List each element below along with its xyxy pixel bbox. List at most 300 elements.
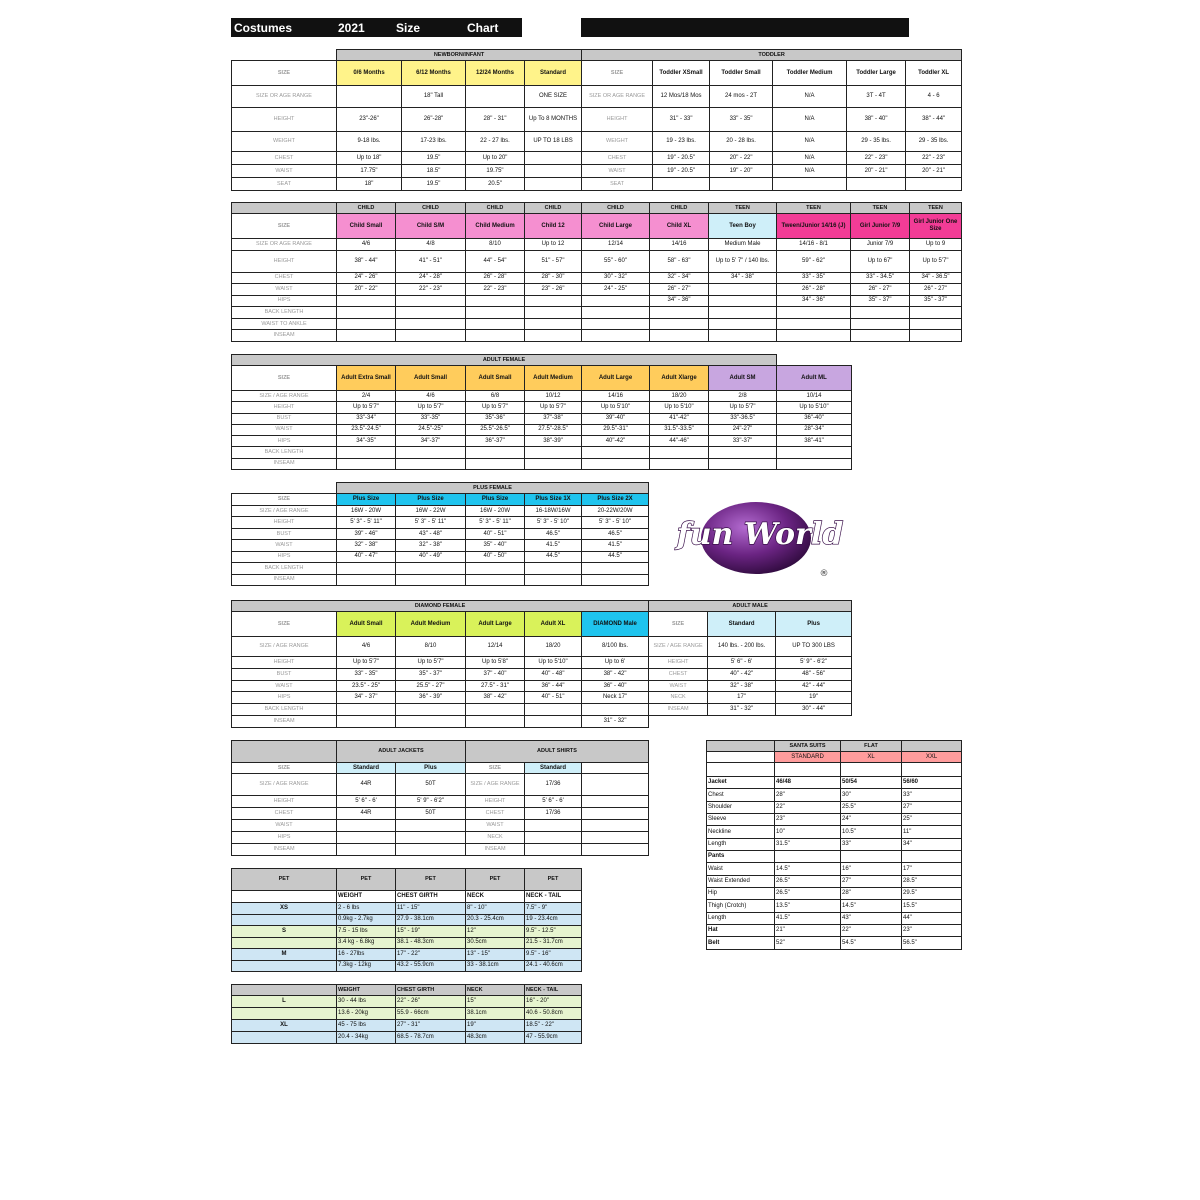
table-cell: 20.4 - 34kg [337, 1032, 396, 1044]
table-cell [337, 832, 396, 844]
table-row [707, 888, 962, 900]
table-cell: Plus [776, 612, 852, 637]
section-header: DIAMOND FEMALE [232, 601, 649, 612]
table-cell: 20" - 22" [710, 152, 773, 165]
table-cell: 28" [841, 888, 902, 900]
table-cell: 33"-34" [337, 413, 396, 424]
table-cell: Standard [525, 61, 582, 86]
table-cell: INSEAM [232, 330, 337, 342]
table-cell: 47 - 55.9cm [525, 1032, 582, 1044]
table-row [232, 612, 852, 637]
table-cell: SIZE / AGE RANGE [232, 637, 337, 657]
table-cell [582, 307, 650, 319]
table-cell: SIZE [232, 612, 337, 637]
table-cell: Adult Extra Small [337, 366, 396, 391]
table-cell: 44"-46" [650, 436, 709, 447]
table-cell [910, 318, 962, 330]
table-cell: 39"-40" [582, 413, 650, 424]
title-word-size: Size [396, 21, 421, 35]
table-cell: Up to 5'7" [337, 657, 396, 669]
table-cell: 24" - 26" [337, 272, 396, 284]
table-cell: 29.5"-31" [582, 424, 650, 435]
table-cell [777, 447, 852, 458]
table-cell: 16 - 27lbs [337, 949, 396, 961]
table-cell: 28" - 30" [525, 272, 582, 284]
table-cell: 28"-34" [777, 424, 852, 435]
table-cell: CHEST [582, 152, 653, 165]
table-cell: XL [841, 752, 902, 763]
table-cell: 38" - 40" [847, 108, 906, 132]
table-cell [396, 318, 466, 330]
table-cell: Up to 5'10" [525, 657, 582, 669]
title-bar-right [581, 18, 909, 37]
table-cell [582, 808, 649, 820]
table-cell: Toddler XSmall [653, 61, 710, 86]
table-cell: 21.5 - 31.7cm [525, 937, 582, 949]
table-cell: 5' 6" - 6' [525, 796, 582, 808]
table-cell [232, 483, 337, 494]
table-cell: 30" [841, 789, 902, 801]
table-cell: 46/48 [775, 777, 841, 789]
table-cell: 59" - 62" [777, 250, 851, 272]
table-cell: 9.5" - 16" [525, 949, 582, 961]
table-cell: HIPS [232, 551, 337, 562]
table-cell: 15" [466, 996, 525, 1008]
table-cell: 25" [902, 814, 962, 826]
table-cell [709, 307, 777, 319]
table-cell: HEIGHT [649, 657, 708, 669]
table-cell: 22" [841, 925, 902, 937]
table-cell: UP TO 18 LBS [525, 132, 582, 152]
table-cell: M [232, 949, 337, 961]
table-cell: 37" - 40" [466, 668, 525, 680]
table-row [232, 330, 962, 342]
table-header-row [707, 741, 962, 752]
table-row [232, 528, 649, 539]
table-cell: 33" - 35" [777, 272, 851, 284]
table-cell: Hat [707, 925, 775, 937]
table-cell: TEEN [709, 203, 777, 214]
table-cell: 12 Mos/18 Mos [653, 86, 710, 108]
table-cell: Tween/Junior 14/16 (J) [777, 214, 851, 239]
table-cell: WAIST [466, 820, 525, 832]
table-cell: Pants [707, 851, 775, 863]
table-row [707, 863, 962, 875]
table-cell [232, 50, 337, 61]
table-cell: 12/14 [466, 637, 525, 657]
table-cell [841, 763, 902, 777]
table-cell: SIZE / AGE RANGE [232, 391, 337, 402]
table-cell [709, 284, 777, 296]
table-cell [525, 832, 582, 844]
table-row [707, 851, 962, 863]
table-cell [337, 574, 396, 585]
table-cell [709, 318, 777, 330]
table-cell: 34" - 36" [777, 295, 851, 307]
table-cell: 29 - 35 lbs. [906, 132, 962, 152]
table-cell: 14.5" [775, 863, 841, 875]
table-cell: Hip [707, 888, 775, 900]
table-row [232, 914, 582, 926]
table-cell: 20" - 22" [337, 284, 396, 296]
table-cell: 30 - 44 lbs [337, 996, 396, 1008]
table-row [232, 949, 582, 961]
table-cell [906, 178, 962, 191]
table-cell: BACK LENGTH [232, 447, 337, 458]
table-cell: 54.5" [841, 937, 902, 950]
table-cell: 26.5" [775, 888, 841, 900]
table-row [232, 1020, 582, 1032]
table-cell [775, 851, 841, 863]
table-cell: PET [337, 869, 396, 891]
section-header: TODDLER [582, 50, 962, 61]
table-cell: 20.3 - 25.4cm [466, 914, 525, 926]
table-cell: 41" - 51" [396, 250, 466, 272]
table-cell: 68.5 - 78.7cm [396, 1032, 466, 1044]
table-cell: Standard [708, 612, 776, 637]
table-cell: CHEST [232, 808, 337, 820]
table-cell [525, 330, 582, 342]
table-cell: Plus Size [337, 494, 396, 506]
table-cell: 44.5" [525, 551, 582, 562]
table-cell: CHEST GIRTH [396, 891, 466, 903]
table-cell: HEIGHT [582, 108, 653, 132]
table-row [232, 574, 649, 585]
table-cell: 44" [902, 912, 962, 924]
table-cell: Adult Large [466, 612, 525, 637]
table-cell: 35" - 37" [910, 295, 962, 307]
table-cell [777, 330, 851, 342]
table-cell: 17" - 22" [396, 949, 466, 961]
table-row [232, 506, 649, 517]
table-row [707, 789, 962, 801]
table-cell [851, 318, 910, 330]
section-header: PLUS FEMALE [337, 483, 649, 494]
table-cell: Adult Medium [525, 366, 582, 391]
table-cell: HEIGHT [232, 250, 337, 272]
table-cell: 18" [337, 178, 402, 191]
table-row [232, 250, 962, 272]
table-cell [582, 563, 649, 574]
table-row [232, 447, 852, 458]
table-cell: 35" - 37" [396, 668, 466, 680]
table-row [232, 796, 649, 808]
table-cell: Plus Size [466, 494, 525, 506]
table-cell: 32" - 34" [650, 272, 709, 284]
table-cell: 24"-27" [709, 424, 777, 435]
table-cell: Adult SM [709, 366, 777, 391]
table-row [232, 1008, 582, 1020]
table-cell: INSEAM [649, 704, 708, 716]
table-cell: 14/16 [582, 391, 650, 402]
table-cell: 21" [775, 925, 841, 937]
table-row [707, 900, 962, 912]
table-cell [466, 318, 525, 330]
table-row [232, 424, 852, 435]
table-cell: L [232, 996, 337, 1008]
table-cell: CHILD [337, 203, 396, 214]
table-cell: 36" - 40" [582, 680, 649, 692]
table-cell: 48" - 56" [776, 668, 852, 680]
table-row [232, 960, 582, 972]
table-cell: TEEN [851, 203, 910, 214]
table-cell [650, 458, 709, 469]
table-cell: Plus Size 1X [525, 494, 582, 506]
table-cell [337, 447, 396, 458]
table-cell [582, 295, 650, 307]
table-cell: 36"-40" [777, 413, 852, 424]
table-cell: 34" - 37" [337, 692, 396, 704]
table-cell: Up to 18" [337, 152, 402, 165]
table-cell: 36" - 44" [525, 680, 582, 692]
table-cell: 17/36 [525, 808, 582, 820]
table-cell: 32" - 38" [396, 540, 466, 551]
section-header: ADULT JACKETS [337, 741, 466, 763]
table-cell: Adult Medium [396, 612, 466, 637]
table-header-row [232, 601, 852, 612]
table-cell: 25.5"-26.5" [466, 424, 525, 435]
table-cell: 40" - 50" [466, 551, 525, 562]
table-cell: 4/8 [396, 239, 466, 251]
table-cell: Toddler XL [906, 61, 962, 86]
table-row [707, 801, 962, 813]
table-cell [525, 716, 582, 728]
table-cell: Up to 6' [582, 657, 649, 669]
table-cell: 16-18W/16W [525, 506, 582, 517]
table-cell [582, 574, 649, 585]
table-cell: 26" - 28" [466, 272, 525, 284]
table-cell: 25.5" [841, 801, 902, 813]
table-cell: INSEAM [232, 716, 337, 728]
table-cell: Up to 5'7" [910, 250, 962, 272]
table-cell [337, 330, 396, 342]
table-cell: 44" - 54" [466, 250, 525, 272]
table-cell: 3T - 4T [847, 86, 906, 108]
table-cell [776, 716, 852, 728]
pet-size-table [231, 868, 582, 972]
table-row [232, 657, 852, 669]
table-cell [525, 318, 582, 330]
table-cell [582, 447, 650, 458]
table-row [232, 214, 962, 239]
table-row [232, 704, 852, 716]
table-cell: Shoulder [707, 801, 775, 813]
table-cell [582, 763, 649, 774]
table-row [232, 820, 649, 832]
table-cell: WAIST [232, 165, 337, 178]
table-row [232, 413, 852, 424]
table-cell: N/A [773, 165, 847, 178]
table-cell [232, 937, 337, 949]
table-cell: INSEAM [466, 844, 525, 856]
table-cell: HIPS [232, 832, 337, 844]
table-cell [466, 307, 525, 319]
table-cell: 140 lbs. - 200 lbs. [708, 637, 776, 657]
table-cell: 36" - 39" [396, 692, 466, 704]
table-cell: 55" - 60" [582, 250, 650, 272]
table-cell [707, 741, 775, 752]
table-cell: CHEST [232, 152, 337, 165]
table-cell [708, 716, 776, 728]
table-cell [582, 458, 650, 469]
table-cell: 58" - 63" [650, 250, 709, 272]
table-row [232, 937, 582, 949]
table-cell [396, 458, 466, 469]
table-row [232, 165, 962, 178]
table-row [707, 814, 962, 826]
table-row [232, 152, 962, 165]
table-cell: SIZE [649, 612, 708, 637]
table-cell: SIZE [232, 494, 337, 506]
table-cell [396, 716, 466, 728]
table-cell: 50T [396, 808, 466, 820]
table-row [232, 366, 852, 391]
table-cell: SEAT [232, 178, 337, 191]
table-cell: 11" - 15" [396, 903, 466, 915]
table-cell: 16W - 20W [466, 506, 525, 517]
table-cell [337, 307, 396, 319]
table-cell: CHEST [466, 808, 525, 820]
table-cell [777, 458, 852, 469]
table-cell [707, 763, 775, 777]
table-cell: 11" [902, 826, 962, 838]
table-cell: WEIGHT [337, 985, 396, 996]
table-cell: 5' 3" - 5' 11" [466, 517, 525, 528]
table-cell: BUST [232, 528, 337, 539]
table-cell: 34" - 38" [709, 272, 777, 284]
table-cell: 18/20 [525, 637, 582, 657]
table-row [707, 826, 962, 838]
table-cell: 35" - 40" [466, 540, 525, 551]
table-cell: 27" [841, 875, 902, 887]
table-cell: 12/24 Months [466, 61, 525, 86]
table-cell: 15" - 19" [396, 926, 466, 938]
table-cell [582, 704, 649, 716]
table-cell: 17" [902, 863, 962, 875]
table-cell: 41"-42" [650, 413, 709, 424]
table-row [707, 838, 962, 850]
table-cell: Adult ML [777, 366, 852, 391]
table-cell [902, 851, 962, 863]
table-cell: 22" - 23" [466, 284, 525, 296]
table-header-row [232, 869, 582, 891]
table-header-row [232, 483, 649, 494]
table-cell [777, 318, 851, 330]
table-cell: 27.9 - 38.1cm [396, 914, 466, 926]
table-cell: Adult Small [337, 612, 396, 637]
table-cell: 34" - 36" [650, 295, 709, 307]
table-cell: NECK - TAIL [525, 891, 582, 903]
table-cell: 16W - 22W [396, 506, 466, 517]
table-cell: Up to 12 [525, 239, 582, 251]
table-cell [709, 295, 777, 307]
table-cell [466, 295, 525, 307]
santa-suits-table [706, 740, 962, 950]
table-cell: 20" - 21" [847, 165, 906, 178]
table-cell [396, 330, 466, 342]
table-cell: 25.5" - 27" [396, 680, 466, 692]
table-row [232, 996, 582, 1008]
table-cell: 33" - 35" [337, 668, 396, 680]
table-cell: TEEN [910, 203, 962, 214]
table-cell: Jacket [707, 777, 775, 789]
table-cell [466, 458, 525, 469]
table-cell: Adult Small [466, 366, 525, 391]
table-cell [910, 330, 962, 342]
table-cell: 46.5" [582, 528, 649, 539]
table-cell [232, 985, 337, 996]
table-cell: 34"-37" [396, 436, 466, 447]
table-cell: 2/4 [337, 391, 396, 402]
table-row [232, 692, 852, 704]
table-cell: Up to 5'8" [466, 657, 525, 669]
table-cell: 30" - 32" [582, 272, 650, 284]
table-cell: HEIGHT [232, 108, 337, 132]
table-row [232, 540, 649, 551]
plus-female-table [231, 482, 649, 586]
table-cell: 50T [396, 774, 466, 796]
table-cell: Waist [707, 863, 775, 875]
table-cell: 14.5" [841, 900, 902, 912]
table-cell: Child S/M [396, 214, 466, 239]
table-cell: 38.1cm [466, 1008, 525, 1020]
table-cell: SIZE / AGE RANGE [649, 637, 708, 657]
table-cell: 19 - 23.4cm [525, 914, 582, 926]
table-row [232, 517, 649, 528]
table-cell: N/A [773, 132, 847, 152]
table-cell: NECK [466, 891, 525, 903]
table-cell: 2/8 [709, 391, 777, 402]
table-cell: Adult Large [582, 366, 650, 391]
table-row [232, 563, 649, 574]
table-cell: 23.5"-24.5" [337, 424, 396, 435]
table-cell [232, 203, 337, 214]
table-cell [232, 741, 337, 763]
table-cell [847, 178, 906, 191]
table-cell: 31.5"-33.5" [650, 424, 709, 435]
table-row [232, 108, 962, 132]
table-cell: 6/12 Months [402, 61, 466, 86]
table-row [232, 307, 962, 319]
table-cell: SIZE / AGE RANGE [232, 774, 337, 796]
table-cell: Up to 5'7" [337, 402, 396, 413]
table-cell [525, 178, 582, 191]
table-cell: SIZE [232, 763, 337, 774]
table-cell: BACK LENGTH [232, 307, 337, 319]
table-row [232, 680, 852, 692]
table-cell: 33"-36.5" [709, 413, 777, 424]
table-cell: 19" [466, 1020, 525, 1032]
table-cell: Junior 7/9 [851, 239, 910, 251]
table-cell [525, 574, 582, 585]
table-row [232, 494, 649, 506]
table-cell [466, 447, 525, 458]
table-row [232, 239, 962, 251]
table-cell: 5' 3" - 5' 11" [396, 517, 466, 528]
table-cell: 30.5cm [466, 937, 525, 949]
table-row [232, 637, 852, 657]
table-cell: 33" - 35" [710, 108, 773, 132]
table-cell: 29.5" [902, 888, 962, 900]
table-cell: WAIST [649, 680, 708, 692]
table-row [232, 391, 852, 402]
table-cell: CHILD [396, 203, 466, 214]
table-cell: INSEAM [232, 458, 337, 469]
table-cell: 23" - 26" [525, 284, 582, 296]
table-cell: 20.5" [466, 178, 525, 191]
table-cell: 41.5" [775, 912, 841, 924]
table-row [232, 763, 649, 774]
